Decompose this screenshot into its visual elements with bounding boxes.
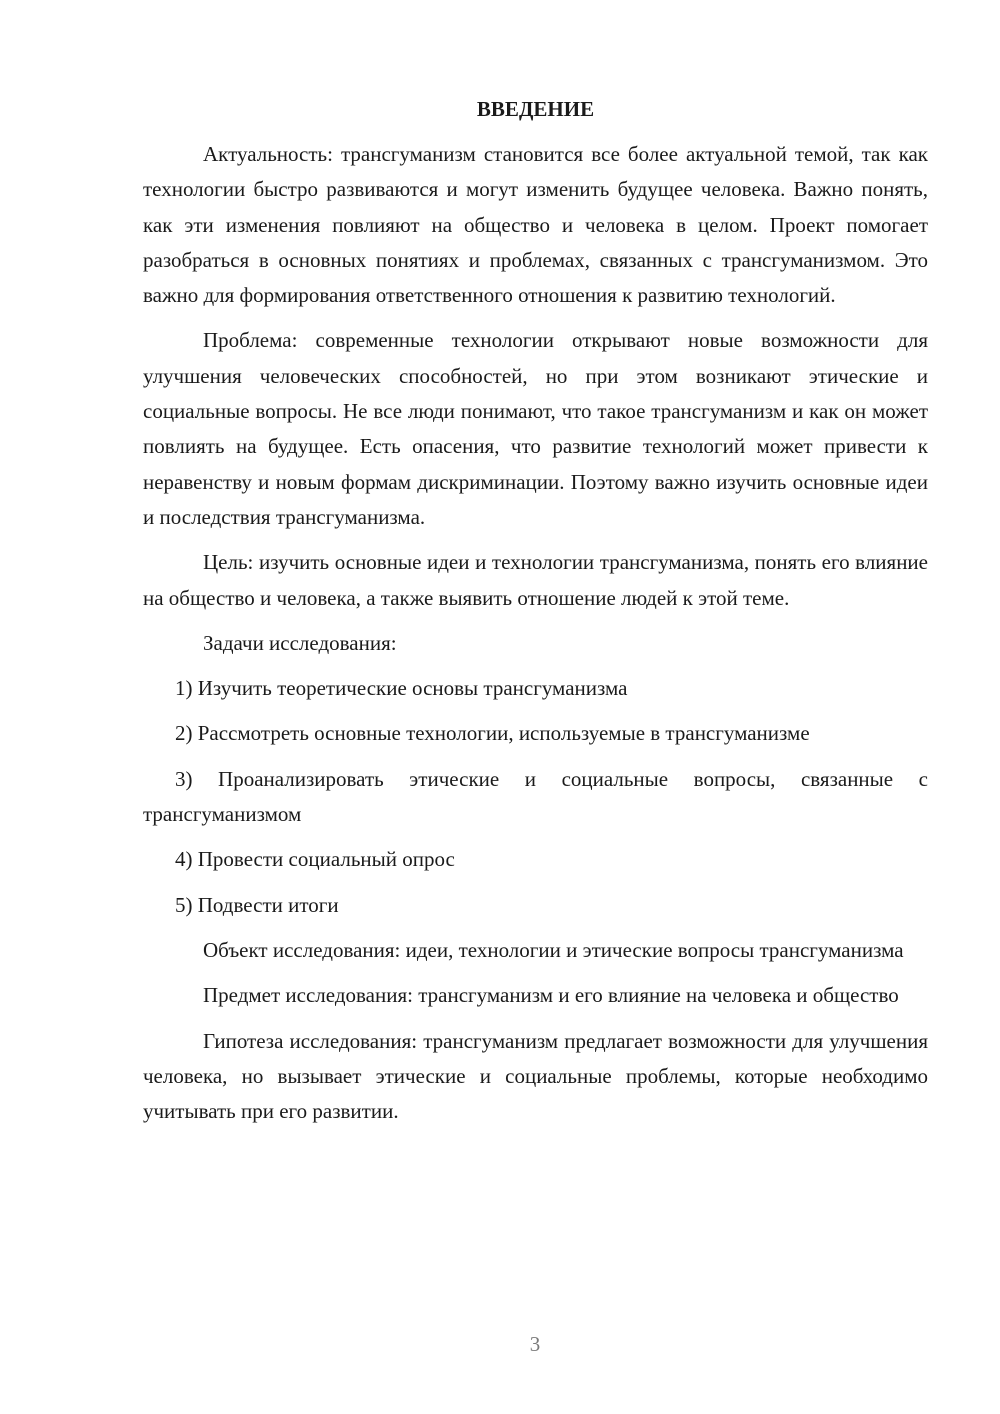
hypothesis-paragraph: Гипотеза исследования: трансгуманизм предлагает возможности для улучшения человека, но вызывает этические и социальные проблемы, которые необходимо учитывать при его развитии. bbox=[143, 1028, 928, 1124]
list-item: 5) Подвести итоги bbox=[175, 892, 339, 917]
goal-paragraph: Цель: изучить основные идеи и технологии трансгуманизма, понять его влияние на общество и человека, а также выявить отношение людей к этой теме. bbox=[143, 550, 928, 610]
page-number: 3 bbox=[529, 1332, 541, 1356]
tasks-heading: Задачи исследования: bbox=[203, 630, 397, 655]
page-title: ВВЕДЕНИЕ bbox=[476, 97, 595, 121]
problem-paragraph: Проблема: современные технологии открывают новые возможности для улучшения человеческих способностей, но при этом возникают этические и социальные вопросы. Не все люди понимают, что такое трансгуманизм и как он может повлиять на будущее. Есть опасения, что развитие технологий может привести к неравенству и новым формам дискриминации. Поэтому важно изучить основные идеи и последствия трансгуманизма. bbox=[143, 328, 928, 529]
relevance-paragraph: Актуальность: трансгуманизм становится все более актуальной темой, так как технологии быстро развиваются и могут изменить будущее человека. Важно понять, как эти изменения повлияют на общество и человека в целом. Проект помогает разобраться в основных понятиях и проблемах, связанных с трансгуманизмом. Это важно для формирования ответственного отношения к развитию технологий. bbox=[143, 142, 928, 308]
list-item: 2) Рассмотреть основные технологии, используемые в трансгуманизме bbox=[175, 721, 810, 746]
page-content bbox=[143, 92, 928, 1139]
tasks-list bbox=[143, 671, 928, 923]
list-item: 1) Изучить теоретические основы трансгуманизма bbox=[175, 676, 628, 701]
list-item: 4) Провести социальный опрос bbox=[175, 847, 455, 872]
object-paragraph: Объект исследования: идеи, технологии и этические вопросы трансгуманизма bbox=[203, 937, 904, 962]
list-item: 3) Проанализировать этические и социальные вопросы, связанные с трансгуманизмом bbox=[143, 766, 928, 827]
subject-paragraph: Предмет исследования: трансгуманизм и его влияние на человека и общество bbox=[203, 983, 899, 1008]
